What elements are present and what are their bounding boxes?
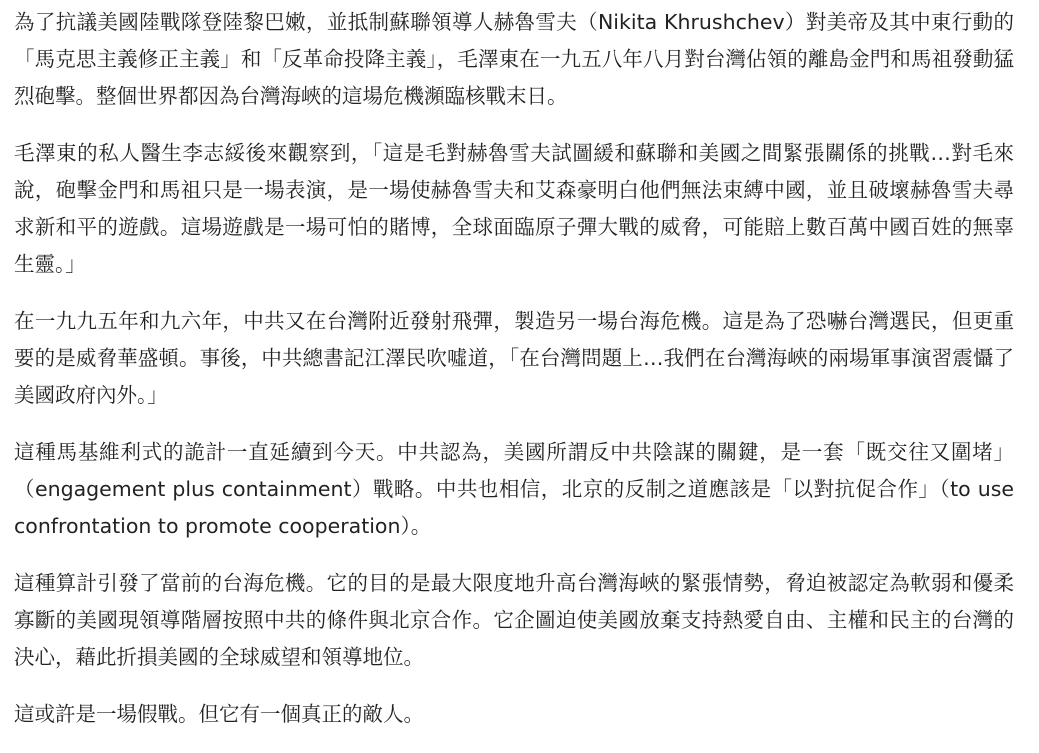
paragraph-current-crisis: 這種算計引發了當前的台海危機。它的目的是最大限度地升高台灣海峽的緊張情勢，脅迫被認定為軟弱和優柔寡斷的美國現領導階層按照中共的條件與北京合作。它企圖迫使美國放棄支持熱愛自由、主權和民主的台灣的決心，藉此折損美國的全球威望和領導地位。 [14,571,1014,669]
paragraph-engagement-containment: 這種馬基維利式的詭計一直延續到今天。中共認為，美國所謂反中共陰謀的關鍵，是一套「既交往又圍堵」（engagement plus containment）戰略。中共也相信，北京的反制之道應該是「以對抗促合作」（to use confrontation to promote cooperation）。 [14,440,1014,538]
paragraph-li-zhisui-quote: 毛澤東的私人醫生李志綏後來觀察到，「這是毛對赫魯雪夫試圖緩和蘇聯和美國之間緊張關係的挑戰…對毛來說，砲擊金門和馬祖只是一場表演，是一場使赫魯雪夫和艾森豪明白他們無法束縛中國，並且破壞赫魯雪夫尋求新和平的遊戲。這場遊戲是一場可怕的賭博，全球面臨原子彈大戰的威脅，可能賠上數百萬中國百姓的無辜生靈。」 [14,141,1014,276]
paragraph-phony-war: 這或許是一場假戰。但它有一個真正的敵人。 [14,702,424,726]
paragraph-khrushchev: 為了抗議美國陸戰隊登陸黎巴嫩，並抵制蘇聯領導人赫魯雪夫（Nikita Khrushchev）對美帝及其中東行動的「馬克思主義修正主義」和「反革命投降主義」，毛澤東在一九五八年八月對台灣佔領的離島金門和馬祖發動猛烈砲擊。整個世界都因為台灣海峽的這場危機瀕臨核戰末日。 [14,10,1014,108]
article-body [14,0,1014,753]
paragraph-1995-crisis: 在一九九五年和九六年，中共又在台灣附近發射飛彈，製造另一場台海危機。這是為了恐嚇台灣選民，但更重要的是威脅華盛頓。事後，中共總書記江澤民吹噓道，「在台灣問題上…我們在台灣海峽的兩場軍事演習震懾了美國政府內外。」 [14,309,1014,407]
